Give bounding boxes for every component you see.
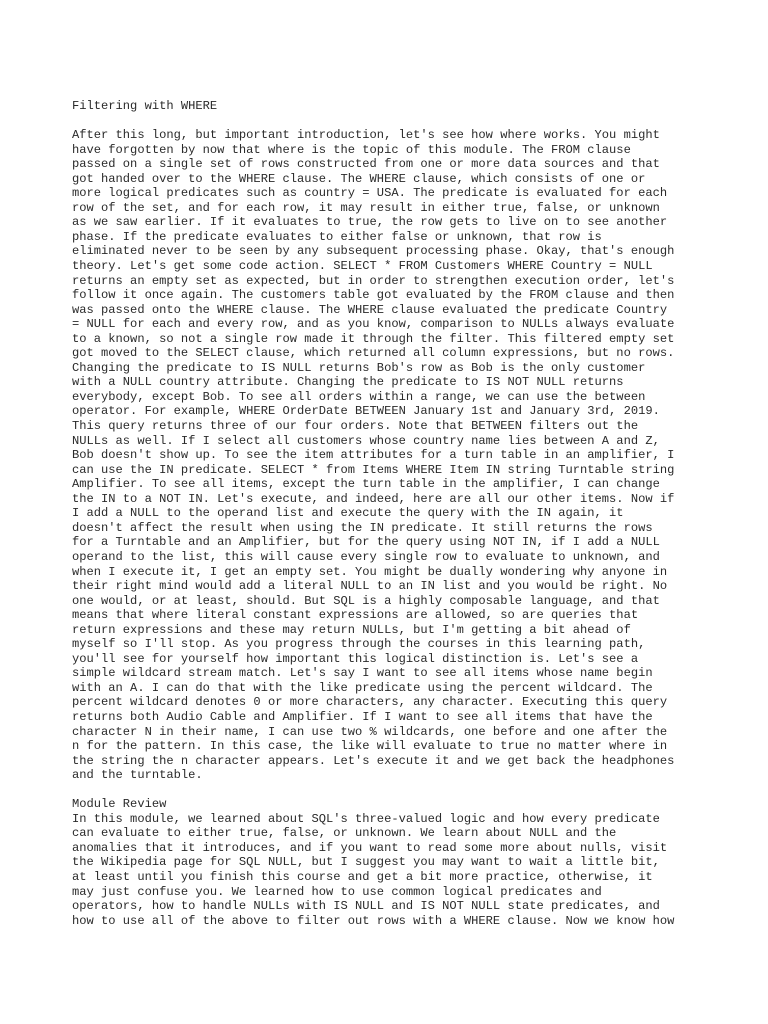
text-line: the Wikipedia page for SQL NULL, but I suggest you may want to wait a little bit, xyxy=(72,855,660,870)
text-line: more logical predicates such as country = USA. The predicate is evaluated for each xyxy=(72,186,668,201)
text-line: Amplifier. To see all items, except the turn table in the amplifier, I can change xyxy=(72,477,660,492)
section-body-module-review xyxy=(72,812,712,928)
text-line: I add a NULL to the operand list and execute the query with the IN again, it xyxy=(72,506,624,521)
text-line: the string the n character appears. Let's execute it and we get back the headphones xyxy=(72,753,675,768)
text-line: Changing the predicate to IS NULL returns Bob's row as Bob is the only customer xyxy=(72,360,646,375)
text-line: means that where literal constant expressions are allowed, so are queries that xyxy=(72,608,639,623)
text-line: return expressions and these may return NULLs, but I'm getting a bit ahead of xyxy=(72,622,631,637)
text-line: percent wildcard denotes 0 or more characters, any character. Executing this query xyxy=(72,695,668,710)
text-line: theory. Let's get some code action. SELECT * FROM Customers WHERE Country = NULL xyxy=(72,259,653,274)
text-line: at least until you finish this course and get a bit more practice, otherwise, it xyxy=(72,869,653,884)
text-line: when I execute it, I get an empty set. You might be dually wondering why anyone in xyxy=(72,564,668,579)
text-line: eliminated never to be seen by any subsequent processing phase. Okay, that's enough xyxy=(72,244,675,259)
text-line: to a known, so not a single row made it through the filter. This filtered empty set xyxy=(72,331,675,346)
text-line: everybody, except Bob. To see all orders within a range, we can use the between xyxy=(72,389,646,404)
text-line: character N in their name, I can use two % wildcards, one before and one after the xyxy=(72,724,668,739)
text-line: n for the pattern. In this case, the like will evaluate to true no matter where in xyxy=(72,739,668,754)
text-line: anomalies that it introduces, and if you want to read some more about nulls, visit xyxy=(72,840,668,855)
text-line: myself so I'll stop. As you progress through the courses in this learning path, xyxy=(72,637,646,652)
text-line: with a NULL country attribute. Changing the predicate to IS NOT NULL returns xyxy=(72,375,624,390)
text-line: doesn't affect the result when using the IN predicate. It still returns the rows xyxy=(72,520,653,535)
text-line: operand to the list, this will cause every single row to evaluate to unknown, and xyxy=(72,549,660,564)
text-line: phase. If the predicate evaluates to either false or unknown, that row is xyxy=(72,229,602,244)
text-line: with an A. I can do that with the like predicate using the percent wildcard. The xyxy=(72,680,653,695)
section-heading-module-review: Module Review xyxy=(72,797,167,812)
text-line: operators, how to handle NULLs with IS NULL and IS NOT NULL state predicates, and xyxy=(72,899,660,914)
text-line: This query returns three of our four orders. Note that BETWEEN filters out the xyxy=(72,419,639,434)
text-line: have forgotten by now that where is the topic of this module. The FROM clause xyxy=(72,142,631,157)
text-line: follow it once again. The customers table got evaluated by the FROM clause and then xyxy=(72,288,675,303)
text-line: got moved to the SELECT clause, which returned all column expressions, but no rows. xyxy=(72,346,675,361)
text-line: how to use all of the above to filter out rows with a WHERE clause. Now we know how xyxy=(72,913,675,928)
text-line: for a Turntable and an Amplifier, but for the query using NOT IN, if I add a NULL xyxy=(72,535,660,550)
section-heading-filtering-with-where: Filtering with WHERE xyxy=(72,99,218,113)
text-line: may just confuse you. We learned how to use common logical predicates and xyxy=(72,884,602,899)
text-line: simple wildcard stream match. Let's say I want to see all items whose name begin xyxy=(72,666,653,681)
text-line: = NULL for each and every row, and as you know, comparison to NULLs always evaluate xyxy=(72,317,675,332)
text-line: operator. For example, WHERE OrderDate BETWEEN January 1st and January 3rd, 2019. xyxy=(72,404,660,419)
text-line: NULLs as well. If I select all customers whose country name lies between A and Z, xyxy=(72,433,660,448)
text-line: can use the IN predicate. SELECT * from Items WHERE Item IN string Turntable string xyxy=(72,462,675,477)
text-line: as we saw earlier. If it evaluates to true, the row gets to live on to see another xyxy=(72,215,668,230)
text-line: their right mind would add a literal NULL to an IN list and you would be right. No xyxy=(72,579,668,594)
text-line: Bob doesn't show up. To see the item attributes for a turn table in an amplifier, I xyxy=(72,448,675,463)
paragraph-gap xyxy=(72,114,712,129)
text-line: row of the set, and for each row, it may result in either true, false, or unknown xyxy=(72,200,660,215)
text-line: In this module, we learned about SQL's three-valued logic and how every predicate xyxy=(72,811,660,826)
paragraph-gap xyxy=(72,783,712,798)
text-line: returns both Audio Cable and Amplifier. If I want to see all items that have the xyxy=(72,709,653,724)
text-line: one would, or at least, should. But SQL is a highly composable language, and that xyxy=(72,593,660,608)
text-line: can evaluate to either true, false, or unknown. We learn about NULL and the xyxy=(72,826,617,841)
text-line: you'll see for yourself how important this logical distinction is. Let's see a xyxy=(72,651,639,666)
text-line: got handed over to the WHERE clause. The WHERE clause, which consists of one or xyxy=(72,171,646,186)
text-line: After this long, but important introduction, let's see how where works. You might xyxy=(72,128,660,143)
text-line: was passed onto the WHERE clause. The WHERE clause evaluated the predicate Country xyxy=(72,302,668,317)
text-line: and the turntable. xyxy=(72,768,203,783)
text-line: passed on a single set of rows constructed from one or more data sources and that xyxy=(72,157,660,172)
text-line: the IN to a NOT IN. Let's execute, and indeed, here are all our other items. Now if xyxy=(72,491,675,506)
text-line: returns an empty set as expected, but in order to strengthen execution order, let's xyxy=(72,273,675,288)
section-body-filtering-with-where xyxy=(72,128,712,783)
document-page xyxy=(72,99,712,928)
